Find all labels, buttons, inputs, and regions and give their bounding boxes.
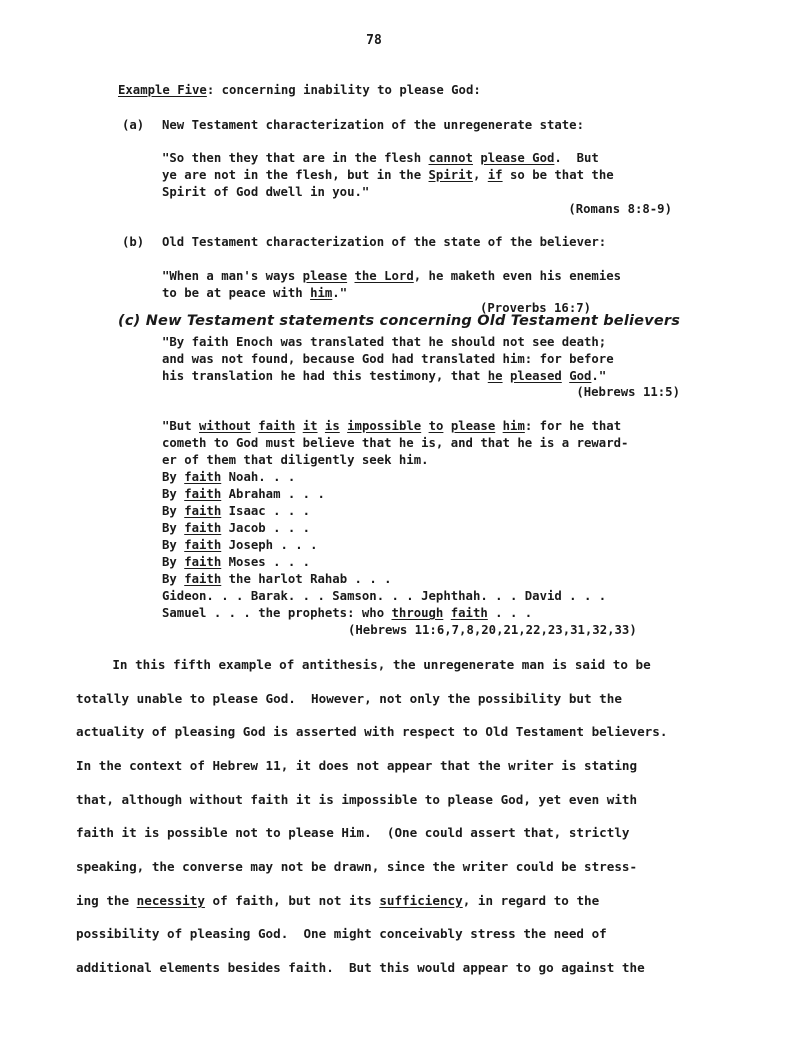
samuel-line: Samuel . . . the prophets: who through faith . . . — [162, 606, 533, 620]
by-faith-item: By faith Abraham . . . — [162, 487, 325, 501]
example-heading-rest: : concerning inability to please God: — [206, 83, 481, 97]
body-line: faith it is possible not to please Him. (One could assert that, strictly — [76, 825, 630, 840]
section-a-marker: (a) — [122, 118, 145, 132]
by-faith-item: By faith Noah. . . — [162, 470, 296, 484]
by-faith-item: By faith the harlot Rahab . . . — [162, 572, 392, 586]
section-b-title: Old Testament characterization of the state of the believer: — [162, 235, 607, 249]
reference-hebrews-11-5: (Hebrews 11:5) — [576, 385, 680, 399]
section-a-title: New Testament characterization of the unregenerate state: — [162, 118, 584, 132]
by-faith-item: By faith Isaac . . . — [162, 504, 311, 518]
reference-proverbs: (Proverbs 16:7) — [480, 301, 592, 315]
quote-a-line-3: Spirit of God dwell in you." — [162, 185, 370, 199]
body-line: totally unable to please God. However, not only the possibility but the — [76, 691, 622, 706]
body-line: In this fifth example of antithesis, the unregenerate man is said to be — [82, 657, 651, 672]
quote-b-line-1: "When a man's ways please the Lord, he maketh even his enemies — [162, 269, 622, 283]
body-line: actuality of pleasing God is asserted with respect to Old Testament believers. — [76, 724, 668, 739]
by-faith-item: By faith Joseph . . . — [162, 538, 318, 552]
by-faith-item: By faith Jacob . . . — [162, 521, 311, 535]
section-c-handwritten-heading: (c) New Testament statements concerning Old Testament believers — [118, 313, 681, 329]
quote-c1-line-2: and was not found, because God had translated him: for before — [162, 352, 614, 366]
quote-c2-line-3: er of them that diligently seek him. — [162, 453, 429, 467]
body-line: In the context of Hebrew 11, it does not appear that the writer is stating — [76, 758, 638, 773]
body-line: additional elements besides faith. But this would appear to go against the — [76, 960, 645, 975]
page-number: 78 — [366, 33, 382, 48]
quote-c2-line-1: "But without faith it is impossible to please him: for he that — [162, 419, 622, 433]
gideon-line: Gideon. . . Barak. . . Samson. . . Jephthah. . . David . . . — [162, 589, 607, 603]
quote-c2-line-2: cometh to God must believe that he is, and that he is a reward- — [162, 436, 629, 450]
body-line: possibility of pleasing God. One might conceivably stress the need of — [76, 926, 607, 941]
body-line: ing the necessity of faith, but not its sufficiency, in regard to the — [76, 893, 600, 908]
reference-romans: (Romans 8:8-9) — [568, 202, 672, 216]
quote-c1-line-1: "By faith Enoch was translated that he should not see death; — [162, 335, 607, 349]
quote-a-line-2: ye are not in the flesh, but in the Spirit, if so be that the — [162, 168, 614, 182]
example-heading — [118, 82, 481, 99]
body-line: that, although without faith it is impossible to please God, yet even with — [76, 792, 638, 807]
body-line: speaking, the converse may not be drawn, since the writer could be stress- — [76, 859, 638, 874]
section-b-marker: (b) — [122, 235, 145, 249]
quote-b-line-2: to be at peace with him." — [162, 286, 348, 300]
quote-a-line-1: "So then they that are in the flesh cannot please God. But — [162, 151, 599, 165]
reference-hebrews-11-multi: (Hebrews 11:6,7,8,20,21,22,23,31,32,33) — [348, 623, 637, 637]
by-faith-item: By faith Moses . . . — [162, 555, 311, 569]
example-label: Example Five — [118, 83, 207, 97]
quote-c1-line-3: his translation he had this testimony, that he pleased God." — [162, 369, 607, 383]
